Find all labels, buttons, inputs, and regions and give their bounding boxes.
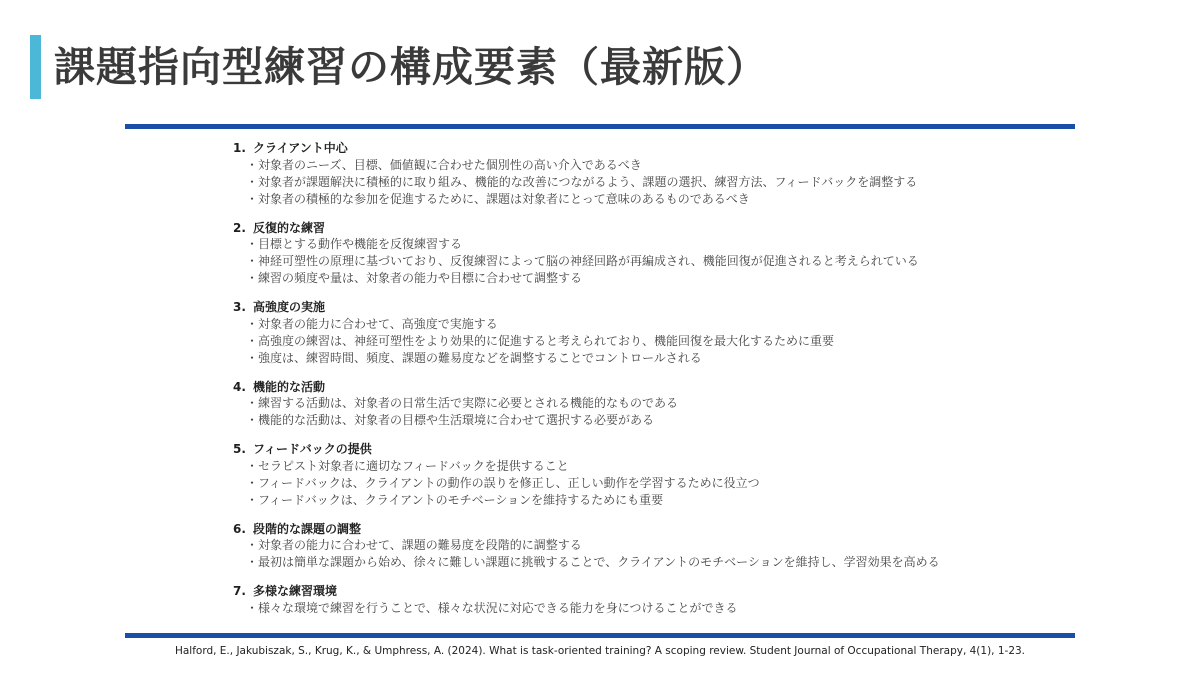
slide-title: 課題指向型練習の構成要素（最新版） <box>54 43 768 91</box>
component-list <box>233 140 1033 629</box>
bullet-item <box>233 395 1033 412</box>
bullet-dot-icon: ・ <box>246 350 259 365</box>
bullet-dot-icon: ・ <box>246 316 259 331</box>
section-title: 多様な練習環境 <box>253 584 338 598</box>
bullet-text: 高強度の練習は、神経可塑性をより効果的に促進すると考えられており、機能回復を最大化するために重要 <box>258 333 835 348</box>
bullet-text: 様々な環境で練習を行うことで、様々な状況に対応できる能力を身につけることができる <box>258 600 738 615</box>
section-number: 6. <box>233 521 246 536</box>
bullet-item <box>233 475 1033 492</box>
bullet-text: 対象者の能力に合わせて、高強度で実施する <box>258 316 498 331</box>
bullet-dot-icon: ・ <box>246 333 259 348</box>
bullet-item <box>233 236 1033 253</box>
section-title: 機能的な活動 <box>253 379 326 394</box>
section-heading <box>233 441 1033 458</box>
section-number: 5. <box>233 442 246 456</box>
section-item <box>233 140 1033 208</box>
bullet-text: 最初は簡単な課題から始め、徐々に難しい課題に挑戦することで、クライアントのモチベーションを維持し、学習効果を高める <box>258 555 940 569</box>
bullet-text: 機能的な活動は、対象者の目標や生活環境に合わせて選択する必要がある <box>258 413 655 427</box>
bullet-dot-icon: ・ <box>246 254 259 268</box>
section-number: 2. <box>233 220 246 235</box>
section-number: 4. <box>233 379 246 394</box>
section-heading <box>233 521 1033 538</box>
bullet-dot-icon: ・ <box>246 174 259 189</box>
bullet-item <box>233 270 1033 287</box>
section-title: 段階的な課題の調整 <box>253 521 362 536</box>
bullet-dot-icon: ・ <box>246 271 259 285</box>
bullet-text: 対象者の積極的な参加を促進するために、課題は対象者にとって意味のあるものであるべき <box>258 191 750 206</box>
bullet-text: 目標とする動作や機能を反復練習する <box>258 237 463 251</box>
section-item <box>233 299 1033 367</box>
bullet-dot-icon: ・ <box>246 600 259 615</box>
bullet-text: 練習の頻度や量は、対象者の能力や目標に合わせて調整する <box>258 271 583 285</box>
section-number: 7. <box>233 584 246 598</box>
section-heading <box>233 140 1033 157</box>
bullet-text: フィードバックは、クライアントの動作の誤りを修正し、正しい動作を学習するために役立つ <box>258 475 760 490</box>
section-item <box>233 441 1033 509</box>
section-item <box>233 220 1033 288</box>
bullet-item <box>233 600 1033 617</box>
bullet-text: 神経可塑性の原理に基づいており、反復練習によって脳の神経回路が再編成され、機能回復が促進されると考えられている <box>258 254 919 268</box>
top-divider <box>125 124 1075 129</box>
bullet-item <box>233 492 1033 509</box>
section-heading <box>233 379 1033 396</box>
bullet-dot-icon: ・ <box>246 157 259 172</box>
bullet-dot-icon: ・ <box>246 538 259 552</box>
bullet-dot-icon: ・ <box>246 492 259 507</box>
bullet-dot-icon: ・ <box>246 191 259 206</box>
section-title: 反復的な練習 <box>253 220 326 235</box>
section-title: 高強度の実施 <box>253 300 326 314</box>
bottom-divider <box>125 633 1075 638</box>
bullet-text: 対象者のニーズ、目標、価値観に合わせた個別性の高い介入であるべき <box>258 157 642 172</box>
bullet-item <box>233 191 1033 208</box>
bullet-item <box>233 157 1033 174</box>
bullet-dot-icon: ・ <box>246 458 259 473</box>
section-number: 1. <box>233 141 246 155</box>
section-title: クライアント中心 <box>253 141 348 155</box>
section-heading <box>233 583 1033 600</box>
bullet-item <box>233 537 1033 554</box>
section-item <box>233 379 1033 430</box>
bullet-item <box>233 554 1033 571</box>
section-item <box>233 583 1033 617</box>
bullet-text: 対象者の能力に合わせて、課題の難易度を段階的に調整する <box>258 538 582 552</box>
bullet-item <box>233 350 1033 367</box>
bullet-item <box>233 174 1033 191</box>
bullet-dot-icon: ・ <box>246 237 259 251</box>
bullet-dot-icon: ・ <box>246 555 259 569</box>
section-heading <box>233 299 1033 316</box>
bullet-item <box>233 253 1033 270</box>
bullet-text: 強度は、練習時間、頻度、課題の難易度などを調整することでコントロールされる <box>258 350 702 365</box>
section-heading <box>233 220 1033 237</box>
section-item <box>233 521 1033 572</box>
section-number: 3. <box>233 300 246 314</box>
bullet-text: セラピスト対象者に適切なフィードバックを提供すること <box>258 458 569 473</box>
bullet-text: 対象者が課題解決に積極的に取り組み、機能的な改善につながるよう、課題の選択、練習方法、フィードバックを調整する <box>258 174 918 189</box>
bullet-dot-icon: ・ <box>246 396 259 410</box>
bullet-item <box>233 316 1033 333</box>
bullet-item <box>233 458 1033 475</box>
bullet-dot-icon: ・ <box>246 413 259 427</box>
title-accent-bar <box>30 35 41 99</box>
bullet-item <box>233 412 1033 429</box>
section-title: フィードバックの提供 <box>253 442 372 456</box>
bullet-text: 練習する活動は、対象者の日常生活で実際に必要とされる機能的なものである <box>258 396 679 410</box>
citation: Halford, E., Jakubiszak, S., Krug, K., & Umphress, A. (2024). What is task-oriented training? A scoping review. Student Journal of Occupational Therapy, 4(1), 1-23. <box>174 645 1026 657</box>
bullet-item <box>233 333 1033 350</box>
bullet-dot-icon: ・ <box>246 475 259 490</box>
bullet-text: フィードバックは、クライアントのモチベーションを維持するためにも重要 <box>258 492 664 507</box>
